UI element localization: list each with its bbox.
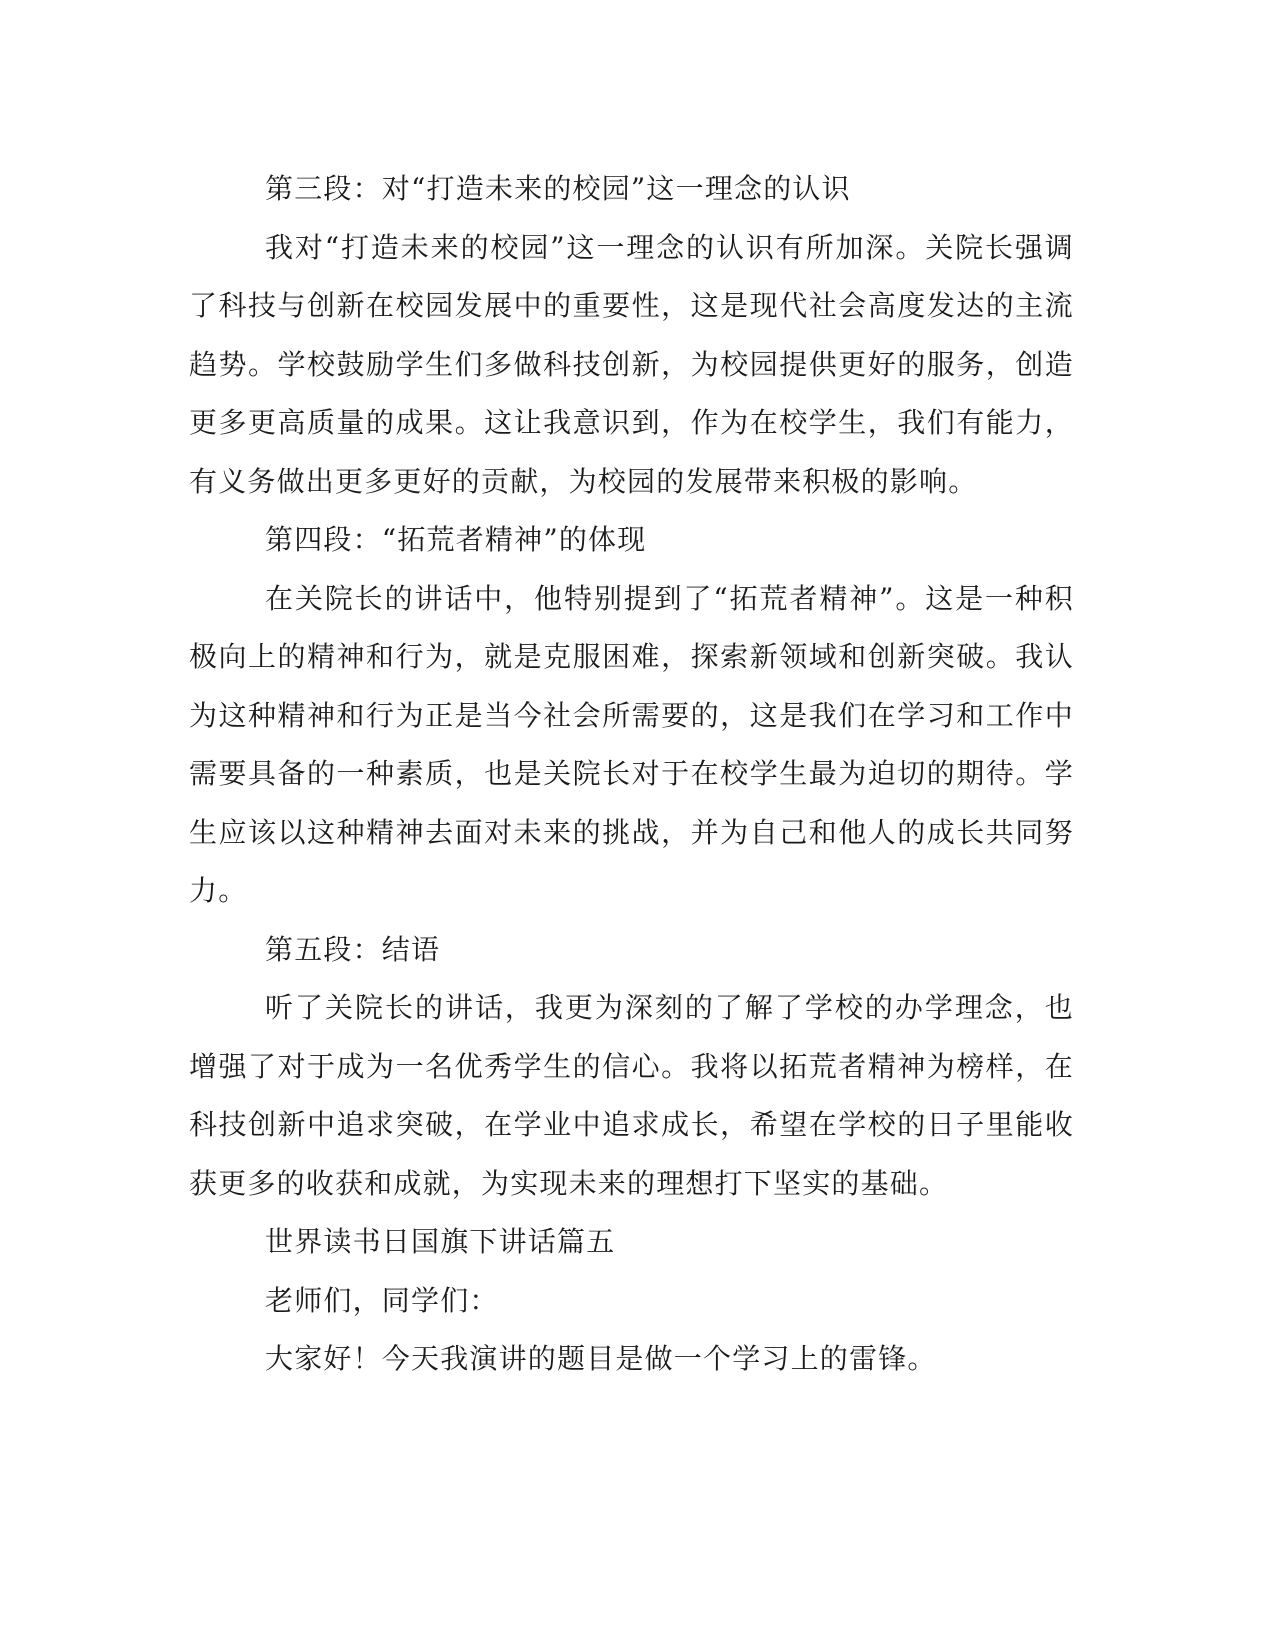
salutation: 老师们，同学们： xyxy=(265,1283,499,1317)
section-heading-3: 第三段：对“打造未来的校园”这一理念的认识 xyxy=(265,172,851,205)
opening-line: 大家好！今天我演讲的题目是做一个学习上的雷锋。 xyxy=(265,1342,937,1375)
section-paragraph-3: 我对“打造未来的校园”这一理念的认识有所加深。关院长强调了科技与创新在校园发展中的重要性，这是现代社会高度发达的主流趋势。学校鼓励学生们多做科技创新，为校园提供更好的服务，创造更多更高质量的成果。这让我意识到，作为在校学生，我们有能力，有义务做出更多更好的贡献，为校园的发展带来积极的影响。 xyxy=(189,230,1074,498)
section-heading-4: 第四段：“拓荒者精神”的体现 xyxy=(265,523,647,556)
section-paragraph-4: 在关院长的讲话中，他特别提到了“拓荒者精神”。这是一种积极向上的精神和行为，就是克服困难，探索新领域和创新突破。我认为这种精神和行为正是当今社会所需要的，这是我们在学习和工作中需要具备的一种素质，也是关院长对于在校学生最为迫切的期待。学生应该以这种精神去面对未来的挑战，并为自己和他人的成长共同努力。 xyxy=(189,581,1074,907)
speech-title: 世界读书日国旗下讲话篇五 xyxy=(265,1225,616,1258)
document-body xyxy=(189,160,1074,1389)
section-paragraph-5: 听了关院长的讲话，我更为深刻的了解了学校的办学理念，也增强了对于成为一名优秀学生的信心。我将以拓荒者精神为榜样，在科技创新中追求突破，在学业中追求成长，希望在学校的日子里能收获更多的收获和成就，为实现未来的理想打下坚实的基础。 xyxy=(189,991,1074,1200)
section-heading-5: 第五段：结语 xyxy=(265,932,441,966)
